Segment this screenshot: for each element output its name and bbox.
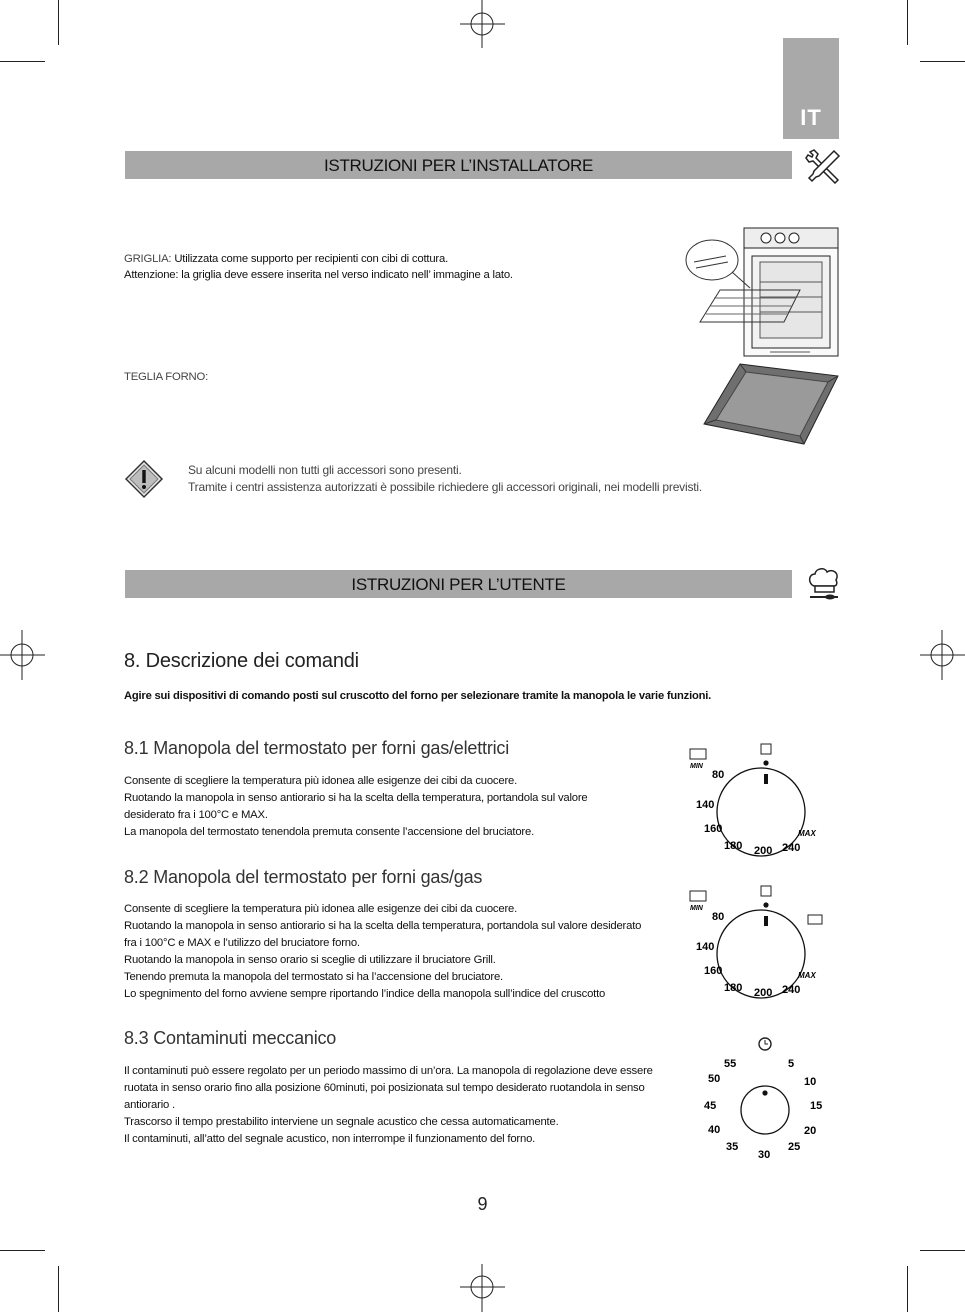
temp-label: 200 [754,845,773,857]
s82-line: Ruotando la manopola in senso orario si sceglie di utilizzare il bruciatore Grill. [124,954,496,966]
registration-mark [920,630,965,680]
minute-mark: 30 [758,1149,771,1161]
dial-index-mark [764,916,768,926]
registration-mark [455,1262,510,1312]
griglia-text: Utilizzata come supporto per recipienti con cibi di cottura. [174,253,449,265]
section-8-1-heading: 8.1 Manopola del termostato per forni gas/elettrici [124,738,510,758]
s81-line: La manopola del termostato tenendola premuta consente l’accensione del bruciatore. [124,826,535,838]
flame-icon [690,891,706,901]
crop-mark [907,1266,908,1312]
minute-mark: 50 [708,1073,721,1085]
minute-mark: 35 [726,1141,739,1153]
s82-line: Tenendo premuta la manopola del termostato si ha l’accensione del bruciatore. [124,971,503,983]
section-8-3-heading: 8.3 Contaminuti meccanico [124,1028,337,1048]
temp-label: 160 [704,965,723,977]
note-line-2: Tramite i centri assistenza autorizzati è possibile richiedere gli accessori originali, nei modelli previsti. [188,480,702,494]
tools-icon [804,148,842,184]
temp-label: 180 [724,840,743,852]
s82-line: Lo spegnimento del forno avviene sempre riportando l’indice della manopola sull’indice del cruscotto [124,988,606,1000]
warning-icon [124,459,164,499]
s82-line: Consente di scegliere la temperatura più idonea alle esigenze dei cibi da cuocere. [124,903,518,915]
timer-dial [692,1032,842,1162]
registration-mark [0,630,45,680]
temp-label: 200 [754,987,773,999]
crop-mark [58,0,59,45]
s83-line: ruotata in senso orario fino alla posizione 60minuti, poi posizionata sul tempo desiderato ruotandola in senso [124,1082,645,1094]
section-8-2-heading: 8.2 Manopola del termostato per forni gas/gas [124,867,483,887]
temp-label: 140 [696,799,715,811]
min-label: MIN [690,905,703,912]
max-label: MAX [798,971,816,980]
installer-section-title: ISTRUZIONI PER L’INSTALLATORE [125,151,792,179]
teglia-label: TEGLIA FORNO: [124,371,209,383]
page-number: 9 [477,1194,488,1214]
temp-label: 80 [712,911,725,923]
temp-label: 240 [782,984,801,996]
temp-label: 140 [696,941,715,953]
max-label: MAX [798,829,816,838]
temp-label: 160 [704,823,723,835]
crop-mark [920,1250,965,1251]
minute-mark: 15 [810,1100,823,1112]
temp-label: 180 [724,982,743,994]
registration-mark [455,0,510,50]
flame-icon [761,886,771,896]
note-line-1: Su alcuni modelli non tutti gli accessori sono presenti. [188,463,462,477]
language-code: IT [800,105,822,130]
griglia-warning: Attenzione: la griglia deve essere inserita nel verso indicato nell’ immagine a lato. [124,269,513,281]
minute-mark: 40 [708,1124,721,1136]
crop-mark [0,1250,45,1251]
baking-tray-illustration [700,360,842,448]
dial-index-dot [763,760,768,765]
temp-label: 240 [782,842,801,854]
chef-hat-icon [806,566,842,602]
thermostat-dial-gas-electric [684,740,840,858]
minute-mark: 5 [788,1058,795,1070]
s81-line: Consente di scegliere la temperatura più idonea alle esigenze dei cibi da cuocere. [124,775,518,787]
s81-line: desiderato fra i 100°C e MAX. [124,809,268,821]
thermostat-dial-gas-gas [684,882,840,1000]
oven-rack-illustration [680,222,840,362]
flame-icon [690,749,706,759]
clock-icon [759,1038,771,1050]
s81-line: Ruotando la manopola in senso antiorario si ha la scelta della temperatura, portandola sul valore [124,792,588,804]
griglia-label: GRIGLIA: [124,253,175,265]
minute-mark: 55 [724,1058,737,1070]
temp-label: 80 [712,769,725,781]
s83-line: antiorario . [124,1099,175,1111]
s82-line: fra i 100°C e MAX e l’utilizzo del bruciatore forno. [124,937,360,949]
crop-mark [58,1266,59,1312]
crop-mark [907,0,908,45]
grill-icon [808,915,822,924]
minute-mark: 45 [704,1100,717,1112]
section-8-heading: 8. Descrizione dei comandi [124,650,359,672]
dial-index-dot [762,1090,767,1095]
flame-icon [761,744,771,754]
minute-mark: 10 [804,1076,817,1088]
crop-mark [0,61,45,62]
s83-line: Il contaminuti, all’atto del segnale acustico, non interrompe il funzionamento del forno. [124,1133,536,1145]
crop-mark [920,61,965,62]
user-section-title: ISTRUZIONI PER L’UTENTE [125,570,792,598]
section-8-intro: Agire sui dispositivi di comando posti sul cruscotto del forno per selezionare tramite la manopola le varie funzioni. [124,690,712,702]
minute-mark: 20 [804,1125,817,1137]
s83-line: Trascorso il tempo prestabilito interviene un segnale acustico che cessa automaticamente. [124,1116,559,1128]
minute-mark: 25 [788,1141,801,1153]
language-tab [783,38,839,139]
griglia-line [124,251,448,268]
dial-index-dot [763,902,768,907]
dial-index-mark [764,774,768,784]
s82-line: Ruotando la manopola in senso antiorario si ha la scelta della temperatura, portandola sul valore desiderato [124,920,642,932]
min-label: MIN [690,763,703,770]
s83-line: Il contaminuti può essere regolato per un periodo massimo di un’ora. La manopola di regolazione deve essere [124,1065,653,1077]
